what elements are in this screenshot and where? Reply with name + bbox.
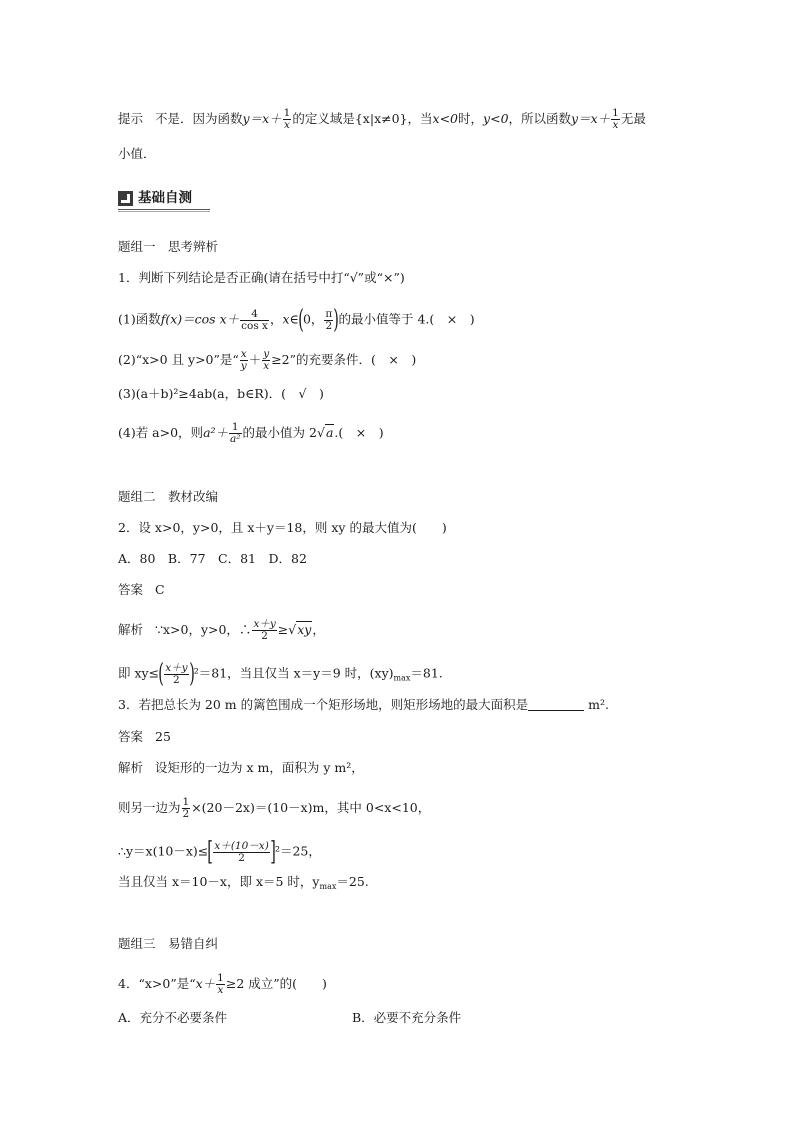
math-expr: a²＋	[203, 425, 229, 440]
math-expr: ≥	[277, 622, 289, 637]
section-underline-thin	[118, 211, 210, 212]
explanation-text: 即 xy≤	[118, 665, 160, 681]
question-2-options: A．80 B．77 C．81 D．82	[118, 551, 307, 566]
item-text: ，	[269, 311, 283, 327]
item-text: 的最小值等于 4.( × )	[338, 311, 475, 327]
item-text: (1)函数	[118, 311, 161, 327]
question-4-option-b: B．必要不充分条件	[352, 1010, 462, 1025]
section-square-icon	[118, 191, 133, 206]
answer-2	[118, 582, 165, 598]
hint-text: 的定义域是	[292, 111, 355, 126]
hint-text: 无最	[620, 111, 646, 126]
math-expr: 0，	[302, 311, 324, 327]
fraction: $\frac{x+y}{2}$	[253, 618, 276, 642]
question-text: ≥2 成立”的( )	[225, 976, 327, 991]
fraction: $\frac{x+y}{2}$	[165, 661, 188, 686]
item-text: (2)“x>0 且 y>0”是“	[118, 352, 239, 367]
group2-title: 题组二 教材改编	[118, 489, 219, 504]
fraction: $\frac{x+(10-x)}{2}$	[214, 839, 269, 864]
explanation-text: ＝81.	[410, 665, 443, 681]
question-4	[118, 973, 327, 996]
explanation-text: ×(20－2x)＝(10－x)m，其中 0<x<10，	[191, 800, 431, 815]
left-bracket: [	[207, 837, 214, 867]
explanation-3-line-4	[118, 874, 369, 895]
subscript: max	[393, 673, 411, 683]
fraction: $\frac{1}{x}$	[283, 107, 291, 131]
explanation-3-line-1	[118, 760, 364, 776]
hint-line-2: 小值．	[118, 146, 156, 161]
fraction: $\frac{\pi}{2}$	[325, 307, 333, 332]
subscript: max	[319, 882, 337, 891]
answer-label: 答案	[118, 729, 144, 744]
right-paren: )	[333, 305, 340, 335]
explanation-text: 当且仅当 x＝10－x，即 x＝5 时，y	[118, 874, 320, 889]
question-4-option-a: A．充分不必要条件	[118, 1010, 228, 1025]
math-expr: x＋	[195, 976, 216, 991]
explanation-label: 解析	[118, 760, 144, 775]
fraction: $\frac{1}{\text{a²}}$	[230, 421, 241, 445]
explanation-text: ²＝25，	[274, 843, 321, 859]
section-title: 基础自测	[138, 190, 192, 206]
item-text: 的最小值为	[242, 425, 306, 440]
fraction: $\frac{x}{y}$	[240, 348, 247, 372]
explanation-3-line-3	[118, 839, 321, 865]
explanation-text: 设矩形的一边为 x m，面积为 y m²，	[155, 760, 364, 775]
explanation-text: ∵x>0，y>0，∴	[155, 622, 252, 637]
fraction: $\frac{1}{x}$	[612, 107, 619, 131]
explanation-2-line-2	[118, 661, 443, 687]
item-1-1	[118, 307, 475, 333]
item-text: (4)若 a>0，则	[118, 425, 204, 440]
hint-text: ，所以函数	[508, 111, 572, 126]
explanation-label: 解析	[118, 622, 144, 637]
fraction: $\frac{y}{x}$	[263, 348, 270, 372]
question-3	[118, 697, 609, 713]
math-expr: y<0	[483, 111, 509, 126]
section-underline	[118, 209, 210, 210]
fraction: $\frac{1}{x}$	[217, 972, 224, 996]
sqrt: √xy	[288, 622, 312, 637]
section-header	[118, 186, 210, 212]
answer-3	[118, 729, 171, 745]
group3-title: 题组三 易错自纠	[118, 936, 219, 951]
hint-line-1	[118, 108, 646, 131]
left-paren: (	[298, 305, 304, 335]
group1-title: 题组一 思考辨析	[118, 239, 219, 254]
item-1-4	[118, 422, 384, 445]
answer-value: 25	[155, 729, 171, 744]
explanation-text: ∴y＝x(10－x)≤	[118, 843, 209, 859]
explanation-3-line-2	[118, 797, 430, 820]
math-expr: 2	[309, 425, 317, 440]
question-text: m².	[588, 697, 609, 712]
math-expr: x<0	[432, 111, 459, 126]
hint-text: ，当	[407, 111, 433, 126]
answer-blank	[528, 698, 584, 711]
fraction: $\frac{1}{2}$	[182, 796, 190, 820]
explanation-text: 则另一边为	[118, 800, 181, 815]
explanation-text: ²＝81，当且仅当 x＝y＝9 时，(xy)	[193, 665, 394, 681]
item-1-3: (3)(a＋b)²≥4ab(a，b∈R)．( √ )	[118, 386, 324, 401]
fraction: $\frac{4}{\text{cos x}}$	[241, 307, 268, 332]
item-text: ”的充要条件．( × )	[289, 352, 417, 367]
math-expr: ≥2	[271, 352, 290, 367]
question-1: 1．判断下列结论是否正确(请在括号中打“√”或“×”)	[118, 270, 405, 285]
right-paren: )	[188, 659, 195, 689]
sqrt: √a	[316, 425, 334, 440]
math-expr: x∈	[282, 311, 299, 327]
question-2: 2．设 x>0，y>0，且 x＋y＝18，则 xy 的最大值为( )	[118, 520, 447, 535]
math-expr: f(x)＝cos x＋	[160, 311, 240, 327]
math-set: {x|x≠0}	[354, 111, 408, 126]
answer-value: C	[155, 582, 165, 597]
math-expr: y＝x＋	[571, 111, 611, 126]
explanation-2-line-1: 解析 ∵x>0，y>0，∴ $\frac{x+y}{2}$ ≥√xy，	[118, 618, 325, 642]
hint-label: 提示	[118, 111, 144, 126]
question-text: 4．“x>0”是“	[118, 976, 196, 991]
math-expr: y＝x＋	[242, 111, 282, 126]
item-1-2	[118, 349, 416, 372]
right-bracket: ]	[270, 837, 276, 867]
answer-label: 答案	[118, 582, 144, 597]
hint-text: 不是．因为函数	[155, 111, 243, 126]
hint-text: 时，	[458, 111, 484, 126]
math-expr: ＋	[248, 352, 262, 367]
left-paren: (	[158, 659, 164, 689]
item-text: .( × )	[334, 425, 384, 440]
explanation-text: ＝25.	[336, 874, 369, 889]
question-text: 3．若把总长为 20 m 的篱笆围成一个矩形场地，则矩形场地的最大面积是	[118, 697, 529, 712]
